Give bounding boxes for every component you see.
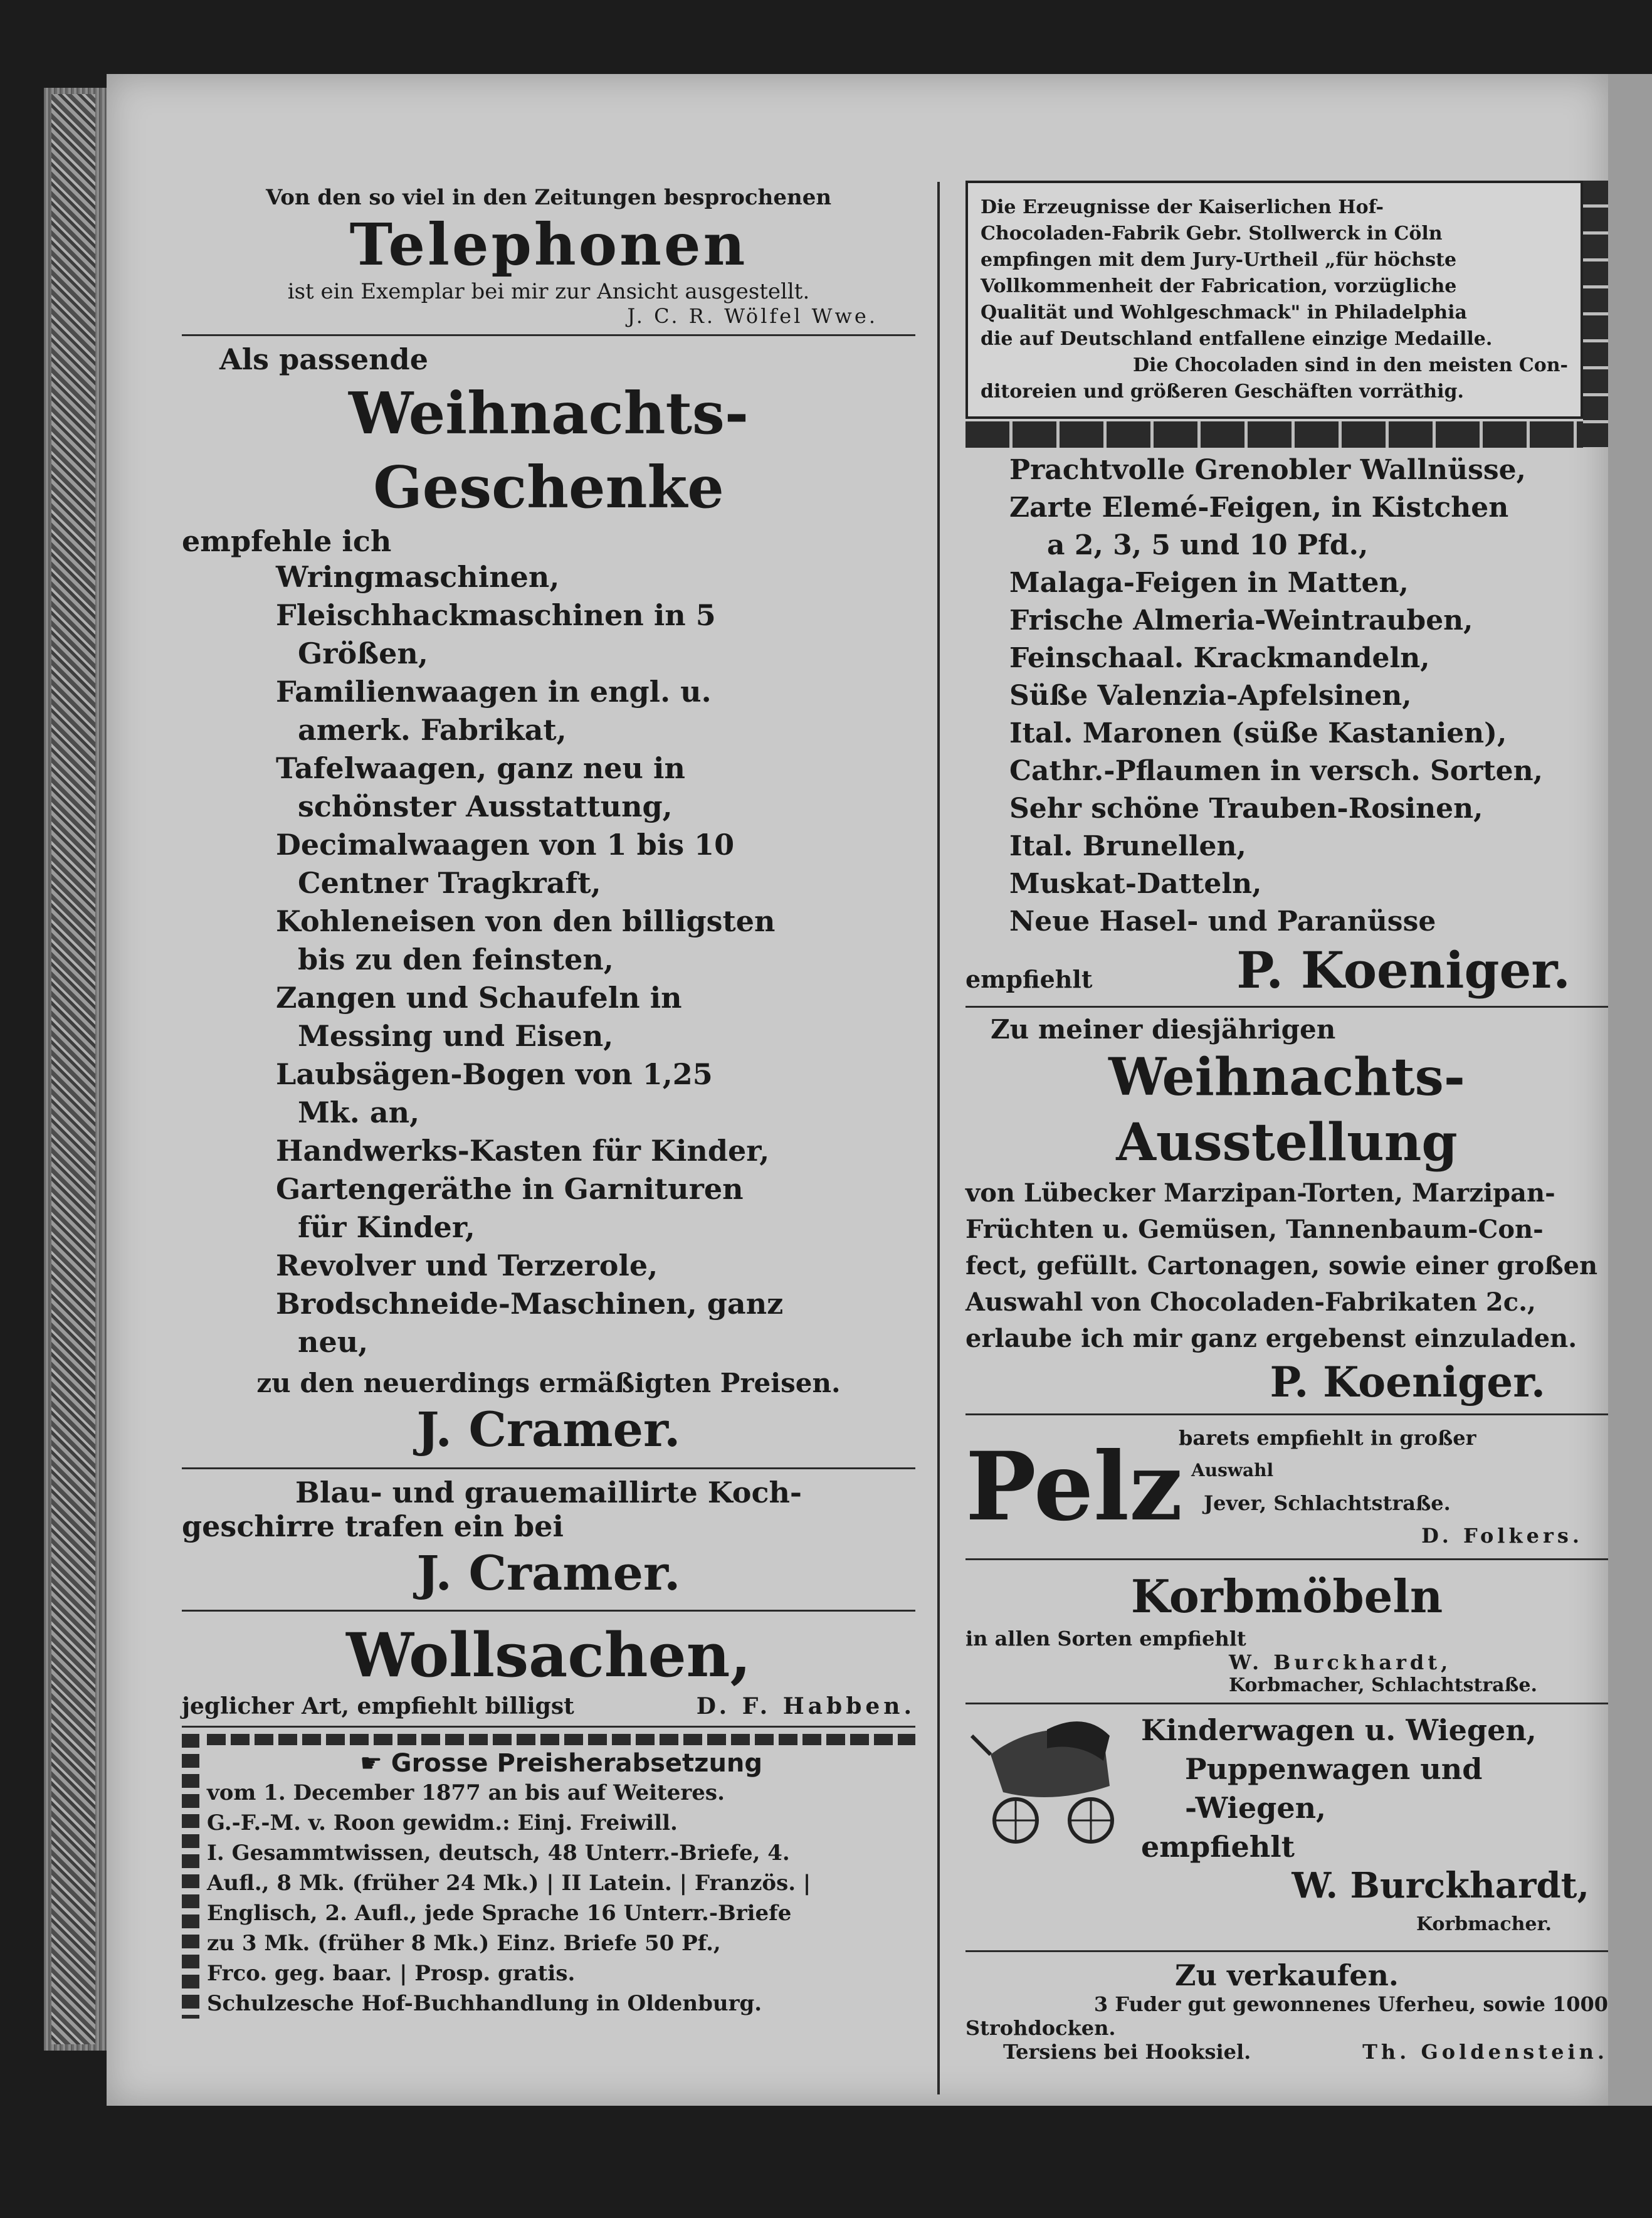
ornamental-border	[182, 1734, 199, 2019]
ad-schulze	[182, 1734, 915, 2019]
pram-illustration	[965, 1711, 1141, 1849]
ad-exhibition-headline: Weihnachts-Ausstellung	[1108, 1047, 1465, 1173]
stollwerck-box	[965, 181, 1583, 419]
list-item: schönster Ausstattung,	[298, 790, 673, 823]
ad-schulze-title-text: Grosse Preisherabsetzung	[391, 1749, 763, 1778]
rule	[182, 1726, 915, 1728]
rule	[965, 1558, 1608, 1560]
ad-cookware-signature: J. Cramer.	[416, 1545, 681, 1601]
list-item: neu,	[298, 1325, 369, 1359]
ad-folkers-line3: Jever, Schlachtstraße.	[1204, 1491, 1451, 1515]
list-item: Neue Hasel- und Paranüsse	[1009, 906, 1436, 937]
text-line: empfingen mit dem Jury-Urtheil „für höchste	[981, 249, 1457, 271]
ad-prams-title: Korbmacher.	[1416, 1913, 1552, 1935]
ad-schulze-title: ☛ Grosse Preisherabsetzung	[359, 1749, 763, 1778]
list-item: Centner Tragkraft,	[298, 866, 601, 900]
ad-folkers-line2: Auswahl	[1191, 1460, 1274, 1481]
list-item: Sehr schöne Trauben-Rosinen,	[1009, 793, 1483, 825]
rule	[965, 1950, 1608, 1952]
ad-folkers-headline: Pelz	[965, 1432, 1183, 1542]
text-line: Frco. geg. baar. | Prosp. gratis.	[207, 1961, 576, 1986]
list-item: Revolver und Terzerole,	[276, 1249, 658, 1282]
ad-habben	[182, 1618, 915, 1719]
marbled-edge	[51, 94, 95, 2044]
ad-goldenstein-signature: Th. Goldenstein.	[1362, 2040, 1608, 2064]
text-line: von Lübecker Marzipan-Torten, Marzipan-	[965, 1178, 1555, 1208]
ad-koeniger-exhibition	[965, 1014, 1608, 1407]
list-item: Feinschaal. Krackmandeln,	[1009, 642, 1430, 674]
text-line: zu 3 Mk. (früher 8 Mk.) Einz. Briefe 50 Pf.,	[207, 1931, 721, 1956]
ad-schulze-body	[207, 1778, 915, 2019]
ad-cookware-line2: geschirre trafen ein bei	[182, 1509, 564, 1543]
text-line: Die Chocoladen sind in den meisten Con-	[1132, 354, 1568, 376]
text-line: Aufl., 8 Mk. (früher 24 Mk.) | II Latein. | Französ. |	[207, 1871, 811, 1896]
ad-cookware-line1: Blau- und grauemaillirte Koch-	[295, 1476, 802, 1509]
list-item: Kohleneisen von den billigsten	[276, 904, 776, 938]
ad-telephone-body: ist ein Exemplar bei mir zur Ansicht ausgestellt.	[287, 279, 810, 304]
list-item: Familienwaagen in engl. u.	[276, 675, 712, 709]
ad-cramer-lead: Als passende	[219, 342, 428, 376]
list-item: Messing und Eisen,	[298, 1019, 614, 1053]
text-line: Früchten u. Gemüsen, Tannenbaum-Con-	[965, 1215, 1544, 1244]
list-item: Muskat-Datteln,	[1009, 868, 1262, 900]
list-item: Größen,	[298, 636, 428, 670]
list-item: amerk. Fabrikat,	[298, 713, 567, 747]
text-line: G.-F.-M. v. Roon gewidm.: Einj. Freiwill.	[207, 1810, 678, 1835]
rule	[965, 1413, 1608, 1415]
ad-koeniger-fruits	[965, 452, 1608, 1000]
ad-cramer-items	[182, 558, 915, 1361]
text-line: empfiehlt	[1141, 1830, 1295, 1864]
ad-burckhardt-headline: Korbmöbeln	[1130, 1570, 1443, 1623]
column-divider	[937, 182, 940, 2094]
text-line: Englisch, 2. Aufl., jede Sprache 16 Unterr.-Briefe	[207, 1901, 792, 1926]
list-item: bis zu den feinsten,	[298, 943, 614, 976]
ad-burckhardt-signature: W. Burckhardt,	[1229, 1650, 1452, 1674]
rule	[965, 1006, 1608, 1008]
text-line: Vollkommenheit der Fabrication, vorzügliche	[981, 275, 1457, 297]
list-item: a 2, 3, 5 und 10 Pfd.,	[1047, 529, 1369, 561]
ornamental-border	[1583, 181, 1608, 448]
ad-schulze-signature: Schulzesche Hof-Buchhandlung in Oldenburg.	[207, 1991, 762, 2016]
ad-folkers-line1: barets empfiehlt in großer	[1179, 1426, 1476, 1450]
list-item: Süße Valenzia-Apfelsinen,	[1009, 680, 1412, 712]
ad-exhibition-signature: P. Koeniger.	[1270, 1358, 1545, 1407]
ad-goldenstein-place: Tersiens bei Hooksiel.	[1003, 2040, 1251, 2064]
page-edge	[1608, 74, 1652, 2106]
text-line: fect, gefüllt. Cartonagen, sowie einer großen	[965, 1251, 1598, 1281]
ad-cramer-gifts	[182, 342, 915, 1461]
list-item: Prachtvolle Grenobler Wallnüsse,	[1009, 454, 1526, 486]
ad-telephone	[182, 185, 915, 328]
ad-burckhardt-body: in allen Sorten empfiehlt	[965, 1627, 1246, 1650]
ad-habben-body: jeglicher Art, empfiehlt billigst	[182, 1693, 574, 1719]
ad-telephone-headline: Telephonen	[349, 211, 748, 278]
ad-goldenstein-headline: Zu verkaufen.	[1175, 1958, 1399, 1992]
ad-goldenstein	[965, 1958, 1608, 2064]
ad-cramer-intro: empfehle ich	[182, 524, 392, 558]
list-item: Laubsägen-Bogen von 1,25	[276, 1057, 713, 1091]
list-item: Cathr.-Pflaumen in versch. Sorten,	[1009, 755, 1543, 787]
ad-telephone-signature: J. C. R. Wölfel Wwe.	[627, 304, 878, 328]
text-line: Auswahl von Chocoladen-Fabrikaten 2c.,	[965, 1287, 1536, 1317]
list-item: Fleischhackmaschinen in 5	[276, 598, 716, 632]
ad-prams-signature: W. Burckhardt,	[1292, 1865, 1589, 1906]
ad-koeniger-signature: P. Koeniger.	[1236, 941, 1570, 1000]
text-line: Qualität und Wohlgeschmack" in Philadelphia	[981, 302, 1467, 324]
list-item: Decimalwaagen von 1 bis 10	[276, 828, 735, 862]
list-item: Mk. an,	[298, 1096, 420, 1129]
rule	[182, 1610, 915, 1612]
list-item: Zangen und Schaufeln in	[276, 981, 682, 1015]
ad-folkers-signature: D. Folkers.	[1421, 1524, 1583, 1548]
list-item: Gartengeräthe in Garnituren	[276, 1172, 744, 1206]
text-line: Puppenwagen und	[1185, 1752, 1483, 1786]
ornamental-border	[965, 421, 1608, 448]
text-line: vom 1. December 1877 an bis auf Weiteres.	[207, 1780, 725, 1805]
ad-goldenstein-body: 3 Fuder gut gewonnenes Uferheu, sowie 1000	[1093, 1992, 1608, 2016]
ad-habben-headline: Wollsachen,	[346, 1620, 751, 1691]
right-column	[965, 107, 1608, 2064]
ad-burckhardt-prams	[965, 1711, 1608, 1944]
text-line: erlaube ich mir ganz ergebenst einzuladen.	[965, 1324, 1577, 1353]
list-item: Brodschneide-Maschinen, ganz	[276, 1287, 784, 1321]
list-item: für Kinder,	[298, 1210, 475, 1244]
ad-exhibition-lead: Zu meiner diesjährigen	[991, 1014, 1336, 1045]
text-line: Die Erzeugnisse der Kaiserlichen Hof-	[981, 196, 1384, 218]
ad-cramer-closing: zu den neuerdings ermäßigten Preisen.	[256, 1368, 841, 1398]
text-line: die auf Deutschland entfallene einzige Medaille.	[981, 328, 1493, 350]
ad-goldenstein-body2: Strohdocken.	[965, 2016, 1116, 2040]
list-item: Wringmaschinen,	[276, 560, 560, 594]
ad-cramer-signature: J. Cramer.	[416, 1402, 681, 1457]
text-line: I. Gesammtwissen, deutsch, 48 Unterr.-Briefe, 4.	[207, 1840, 790, 1866]
list-item: Ital. Brunellen,	[1009, 830, 1246, 862]
ad-telephone-intro: Von den so viel in den Zeitungen besprochenen	[265, 185, 832, 210]
rule	[182, 1467, 915, 1469]
ad-folkers	[965, 1422, 1608, 1552]
ad-habben-signature: D. F. Habben.	[696, 1693, 915, 1719]
list-item: Malaga-Feigen in Matten,	[1009, 567, 1409, 599]
list-item: Tafelwaagen, ganz neu in	[276, 751, 685, 785]
ornamental-border	[207, 1734, 915, 1745]
text-line: Kinderwagen u. Wiegen,	[1141, 1713, 1537, 1747]
ad-burckhardt-furniture	[965, 1566, 1608, 1696]
rule	[182, 334, 915, 336]
ad-cramer-cookware	[182, 1476, 915, 1603]
ad-burckhardt-address: Korbmacher, Schlachtstraße.	[1229, 1674, 1537, 1696]
left-column	[182, 107, 915, 2019]
text-line: Chocoladen-Fabrik Gebr. Stollwerck in Cöln	[981, 223, 1443, 245]
ad-stollwerck	[965, 181, 1608, 448]
list-item: Zarte Elemé-Feigen, in Kistchen	[1009, 492, 1509, 524]
text-line: -Wiegen,	[1185, 1791, 1327, 1825]
ad-koeniger-lead: empfiehlt	[965, 965, 1093, 993]
list-item: Ital. Maronen (süße Kastanien),	[1009, 717, 1507, 749]
list-item: Handwerks-Kasten für Kinder,	[276, 1134, 770, 1168]
text-line: ditoreien und größeren Geschäften vorräthig.	[981, 381, 1464, 403]
ad-cramer-headline: Weihnachts-Geschenke	[348, 379, 749, 521]
list-item: Frische Almeria-Weintrauben,	[1009, 605, 1473, 636]
rule	[965, 1703, 1608, 1704]
